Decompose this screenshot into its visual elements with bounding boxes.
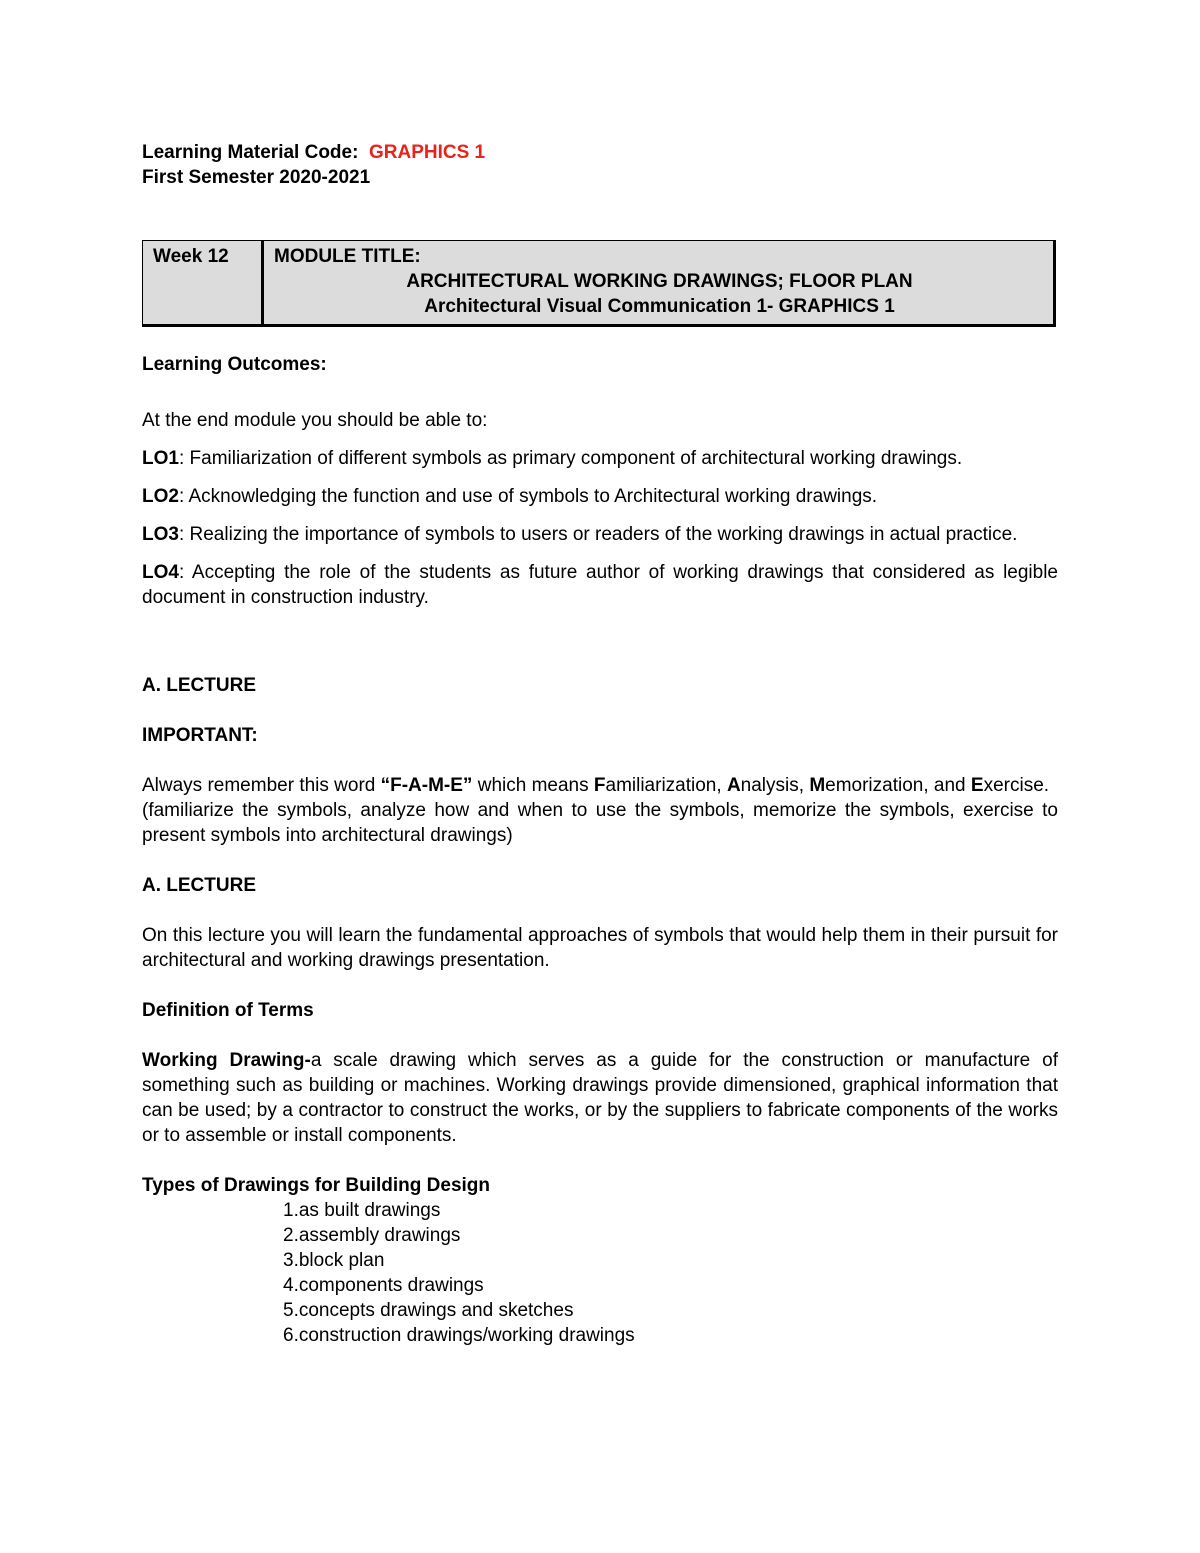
- types-heading: Types of Drawings for Building Design: [142, 1175, 491, 1196]
- learning-outcomes-heading: Learning Outcomes:: [142, 354, 327, 375]
- list-item: 2.assembly drawings: [283, 1225, 461, 1246]
- outcome-lo4: LO4: Accepting the role of the students as future author of working drawings that considered as legible document in construction industry.: [142, 562, 1058, 608]
- outcome-lo3: LO3: Realizing the importance of symbols to users or readers of the working drawings in actual practice.: [142, 524, 1018, 545]
- list-item: 5.concepts drawings and sketches: [283, 1300, 574, 1321]
- module-title-label: MODULE TITLE:: [274, 246, 421, 267]
- module-subtitle: Architectural Visual Communication 1- GRAPHICS 1: [424, 296, 895, 317]
- fame-word: “F-A-M-E”: [380, 775, 473, 796]
- outcome-label: LO4: [142, 562, 179, 583]
- term-definition: a scale drawing which serves as a guide for the construction or manufacture of something such as building or machines. Working drawings provide dimensioned, graphical information that can be used; by a contractor to construct the works, or by the suppliers to fabricate components of the works or to assemble or install components.: [142, 1050, 1058, 1146]
- lecture-heading: A. LECTURE: [142, 675, 256, 696]
- list-item: 3.block plan: [283, 1250, 385, 1271]
- module-title: ARCHITECTURAL WORKING DRAWINGS; FLOOR PLAN: [406, 271, 913, 292]
- outcome-label: LO2: [142, 486, 179, 507]
- outcome-text: Acknowledging the function and use of symbols to Architectural working drawings.: [188, 486, 878, 507]
- outcome-lo2: LO2: Acknowledging the function and use of symbols to Architectural working drawings.: [142, 486, 878, 507]
- fame-explanation: (familiarize the symbols, analyze how and when to use the symbols, memorize the symbols, exercise to present symbols into architectural drawings): [142, 800, 1058, 846]
- outcome-lo1: LO1: Familiarization of different symbols as primary component of architectural working drawings.: [142, 448, 963, 469]
- material-code-value: GRAPHICS 1: [368, 142, 486, 163]
- semester-line: First Semester 2020-2021: [142, 167, 371, 188]
- outcome-text: Familiarization of different symbols as primary component of architectural working drawings.: [189, 448, 963, 469]
- list-item: 4.components drawings: [283, 1275, 484, 1296]
- types-list: [142, 1198, 1058, 1348]
- module-table: [142, 240, 1056, 327]
- lecture-heading-2: A. LECTURE: [142, 875, 256, 896]
- module-title-cell: [263, 241, 1055, 326]
- material-code-line: [142, 140, 1058, 165]
- lecture-intro: On this lecture you will learn the fundamental approaches of symbols that would help them in their pursuit for architectural and working drawings presentation.: [142, 925, 1058, 971]
- outcome-label: LO1: [142, 448, 179, 469]
- document-page: [142, 140, 1058, 1348]
- outcome-text: Accepting the role of the students as future author of working drawings that considered as legible document in construction industry.: [142, 562, 1058, 608]
- list-item: 1.as built drawings: [283, 1200, 441, 1221]
- definition-of-terms-heading: Definition of Terms: [142, 1000, 314, 1021]
- outcome-label: LO3: [142, 524, 179, 545]
- week-cell: Week 12: [143, 241, 263, 326]
- outcome-text: Realizing the importance of symbols to users or readers of the working drawings in actual practice.: [189, 524, 1018, 545]
- outcomes-intro: At the end module you should be able to:: [142, 410, 488, 431]
- important-heading: IMPORTANT:: [142, 725, 258, 746]
- term-working-drawing: Working Drawing-: [142, 1050, 311, 1071]
- fame-paragraph: Always remember this word “F-A-M-E” which means Familiarization, Analysis, Memorization, and Exercise.: [142, 775, 1050, 796]
- material-code-label: Learning Material Code:: [142, 142, 359, 163]
- list-item: 6.construction drawings/working drawings: [283, 1325, 635, 1346]
- working-drawing-definition: [142, 1048, 1058, 1148]
